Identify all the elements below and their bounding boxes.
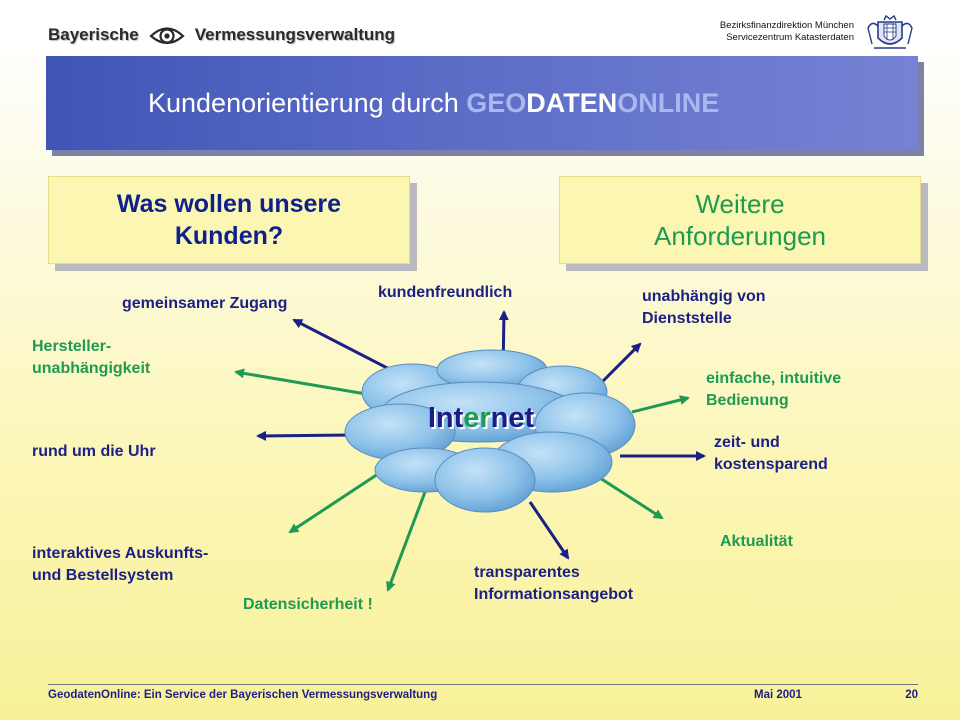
- arrow-transparentes-angebot: [530, 502, 568, 558]
- arrow-gemeinsamer-zugang: [294, 320, 395, 372]
- label-interaktiv-line-2: und Bestellsystem: [32, 567, 174, 584]
- label-transparent-line-2: Informationsangebot: [474, 586, 634, 603]
- label-zeit-line-2: kostensparend: [714, 456, 828, 473]
- title-brand-daten: DATEN: [526, 87, 618, 118]
- label-einfache-bedienung: [706, 368, 841, 412]
- footer-date: Mai 2001: [754, 689, 802, 701]
- label-rund-um-die-uhr: rund um die Uhr: [32, 443, 156, 460]
- label-herstellerunabhaengigkeit: [32, 336, 150, 380]
- label-unabhaengig-line-2: Dienststelle: [642, 310, 732, 327]
- internet-label-part-3: net: [490, 402, 535, 434]
- label-gemeinsamer-zugang: gemeinsamer Zugang: [122, 295, 288, 312]
- arrow-einfache-bedienung: [632, 398, 688, 412]
- arrow-unabhaengig-dienststelle: [602, 344, 640, 382]
- label-hersteller-line-2: unabhängigkeit: [32, 360, 151, 377]
- label-zeit-line-1: zeit- und: [714, 434, 780, 451]
- footer-page-number: 20: [905, 689, 918, 701]
- label-interaktives-system: [32, 543, 208, 587]
- label-zeit-kostensparend: [714, 432, 828, 476]
- office-line-2: Servicezentrum Katasterdaten: [726, 32, 854, 43]
- label-datensicherheit: Datensicherheit !: [243, 596, 373, 613]
- arrow-herstellerunabhaengigkeit: [236, 372, 372, 395]
- brand-left-text: Bayerische: [48, 25, 139, 44]
- title-brand-online: ONLINE: [617, 87, 720, 118]
- internet-label-part-2: er: [463, 402, 491, 434]
- internet-label: [396, 402, 566, 435]
- internet-label-part-1: Int: [427, 402, 464, 434]
- arrow-interaktives-system: [290, 474, 378, 532]
- label-unabhaengig-dienststelle: [642, 286, 766, 330]
- brand-right-text: Vermessungsverwaltung: [194, 25, 396, 44]
- label-interaktiv-line-1: interaktives Auskunfts-: [32, 545, 209, 562]
- arrow-aktualitaet: [600, 478, 662, 518]
- label-einfach-line-2: Bedienung: [706, 392, 789, 409]
- label-transparentes-angebot: [474, 562, 633, 606]
- label-einfach-line-1: einfache, intuitive: [706, 370, 842, 387]
- further-requirements-line-2: Anforderungen: [653, 221, 827, 251]
- label-unabhaengig-line-1: unabhängig von: [642, 288, 766, 305]
- customer-needs-line-2: Kunden?: [174, 222, 284, 250]
- office-line-1: Bezirksfinanzdirektion München: [719, 20, 854, 31]
- label-transparent-line-1: transparentes: [474, 564, 580, 581]
- arrow-datensicherheit: [388, 492, 425, 590]
- arrow-rund-um-die-uhr: [258, 435, 352, 436]
- title-brand-geo: GEO: [466, 87, 527, 118]
- further-requirements-line-1: Weitere: [695, 189, 785, 219]
- footer: [48, 684, 918, 701]
- label-hersteller-line-1: Hersteller-: [32, 338, 112, 355]
- customer-needs-line-1: Was wollen unsere: [116, 190, 342, 218]
- title-prefix: Kundenorientierung durch: [148, 87, 467, 118]
- label-kundenfreundlich: kundenfreundlich: [378, 284, 513, 301]
- label-aktualitaet: Aktualität: [720, 533, 793, 550]
- footer-left-text: GeodatenOnline: Ein Service der Bayerischen Vermessungsverwaltung: [48, 689, 438, 701]
